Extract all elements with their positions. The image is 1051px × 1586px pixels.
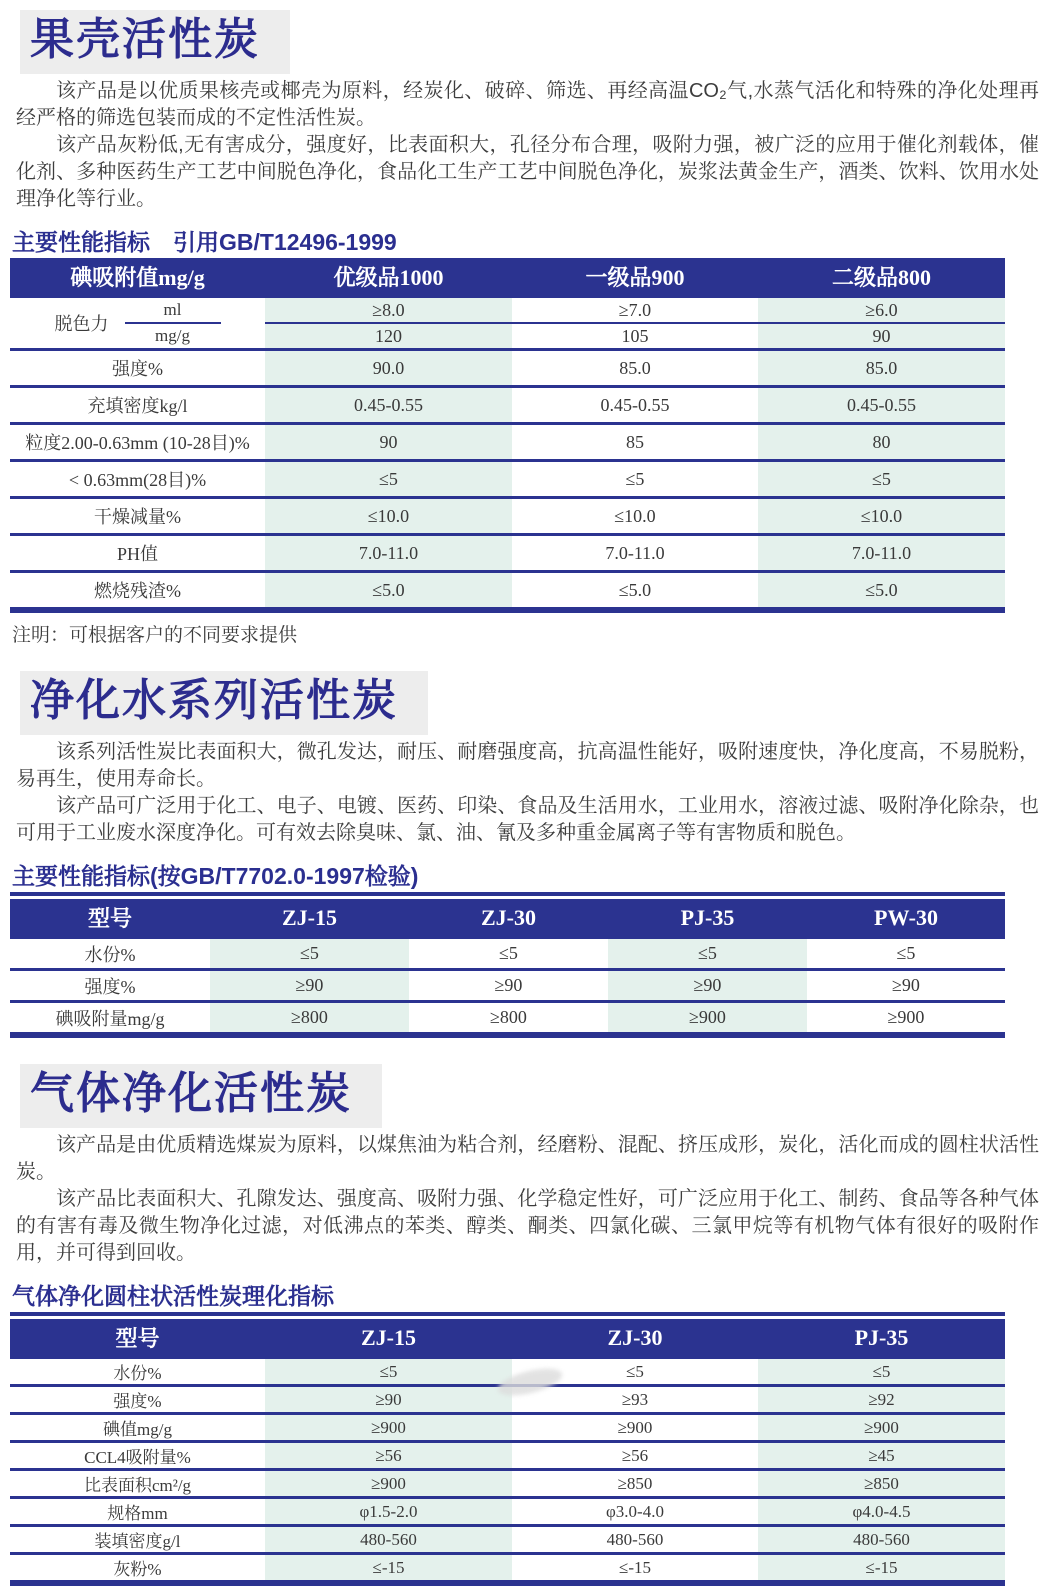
- table-cell: ≤10.0: [758, 498, 1005, 535]
- table-row: [10, 297, 1005, 324]
- table-cell: ≤-15: [265, 1554, 512, 1584]
- table-header-row: [10, 1319, 1005, 1358]
- column-header: 碘吸附值mg/g: [10, 258, 265, 297]
- row-label-split: [10, 297, 265, 350]
- table-heading: 主要性能指标 引用GB/T12496-1999: [12, 229, 397, 255]
- row-label: 比表面积cm²/g: [10, 1470, 265, 1498]
- table-cell: 80: [758, 424, 1005, 461]
- table-cell: 85.0: [758, 350, 1005, 387]
- table-top-rule: [10, 1312, 1005, 1316]
- section-shell-carbon: [0, 10, 1051, 647]
- table-cell: ≥800: [210, 1002, 409, 1036]
- row-label: 充填密度kg/l: [10, 387, 265, 424]
- section-title-plate: [20, 10, 290, 74]
- row-label: 碘值mg/g: [10, 1414, 265, 1442]
- table-cell: ≥56: [265, 1442, 512, 1470]
- column-header: 型号: [10, 899, 210, 938]
- table-header-row: [10, 899, 1005, 938]
- table-cell: ≥900: [265, 1414, 512, 1442]
- section-title-plate: [20, 1064, 382, 1128]
- row-label: CCL4吸附量%: [10, 1442, 265, 1470]
- column-header: ZJ-15: [265, 1319, 512, 1358]
- table-cell: ≥900: [807, 1002, 1005, 1036]
- paragraph: 该系列活性炭比表面积大，微孔发达，耐压、耐磨强度高，抗高温性能好，吸附速度快，净化度高，不易脱粉，易再生，使用寿命长。: [16, 741, 1039, 790]
- column-header: ZJ-30: [512, 1319, 758, 1358]
- table-row: [10, 1526, 1005, 1554]
- table-cell: ≤5: [265, 461, 512, 498]
- table-cell: ≤5.0: [758, 572, 1005, 611]
- table-top-rule: [10, 892, 1005, 896]
- column-header: 优级品1000: [265, 258, 512, 297]
- column-header: PJ-35: [608, 899, 807, 938]
- table-cell: ≥90: [409, 970, 608, 1002]
- table-cell: ≥90: [807, 970, 1005, 1002]
- table-cell: φ4.0-4.5: [758, 1498, 1005, 1526]
- table-cell: ≥900: [758, 1414, 1005, 1442]
- column-header: ZJ-30: [409, 899, 608, 938]
- table-cell: ≤5: [265, 1358, 512, 1386]
- paragraph: 该产品可广泛用于化工、电子、电镀、医药、印染、食品及生活用水，工业用水，溶液过滤、吸附净化除杂，也可用于工业废水深度净化。可有效去除臭味、氯、油、氰及多种重金属离子等有害物质和脱色。: [16, 795, 1039, 844]
- table-cell: 480-560: [758, 1526, 1005, 1554]
- row-label: 干燥减量%: [10, 498, 265, 535]
- table-cell: φ3.0-4.0: [512, 1498, 758, 1526]
- row-label: 燃烧残渣%: [10, 572, 265, 611]
- row-label: 脱色力: [54, 314, 109, 334]
- table-cell: ≤5: [512, 1358, 758, 1386]
- spec-table-shell-carbon: [10, 258, 1005, 613]
- section-title: 气体净化活性炭: [30, 1069, 352, 1118]
- table-row: [10, 1002, 1005, 1036]
- table-cell: ≥900: [265, 1470, 512, 1498]
- row-label: 粒度2.00-0.63mm (10-28目)%: [10, 424, 265, 461]
- table-note: 注明：可根据客户的不同要求提供: [12, 625, 298, 646]
- table-cell: ≥93: [512, 1386, 758, 1414]
- table-row: [10, 1554, 1005, 1584]
- table-cell: ≥56: [512, 1442, 758, 1470]
- row-label: PH值: [10, 535, 265, 572]
- table-cell: 120: [265, 323, 512, 350]
- table-cell: 85: [512, 424, 758, 461]
- table-cell: ≥8.0: [265, 297, 512, 324]
- table-cell: ≤5: [608, 938, 807, 970]
- row-label: 强度%: [10, 970, 210, 1002]
- paragraph: 该产品是以优质果核壳或椰壳为原料，经炭化、破碎、筛选、再经高温CO₂气,水蒸气活化和特殊的净化处理再经严格的筛选包装而成的不定性活性炭。: [16, 80, 1039, 129]
- table-cell: ≥6.0: [758, 297, 1005, 324]
- table-cell: ≤5.0: [265, 572, 512, 611]
- split-unit-labels: [125, 298, 221, 348]
- table-cell: 7.0-11.0: [512, 535, 758, 572]
- table-cell: ≥7.0: [512, 297, 758, 324]
- spec-table-gas-carbon: [10, 1319, 1005, 1586]
- table-cell: 105: [512, 323, 758, 350]
- table-cell: ≥45: [758, 1442, 1005, 1470]
- paragraph: 该产品是由优质精选煤炭为原料，以煤焦油为粘合剂，经磨粉、混配、挤压成形，炭化，活化而成的圆柱状活性炭。: [16, 1134, 1039, 1183]
- table-cell: ≤5.0: [512, 572, 758, 611]
- table-cell: 7.0-11.0: [265, 535, 512, 572]
- table-row: [10, 938, 1005, 970]
- table-row: [10, 535, 1005, 572]
- table-row: [10, 1414, 1005, 1442]
- table-cell: ≥850: [758, 1470, 1005, 1498]
- table-cell: ≤5: [512, 461, 758, 498]
- column-header: ZJ-15: [210, 899, 409, 938]
- table-row: [10, 572, 1005, 611]
- table-row: [10, 1498, 1005, 1526]
- table-row: [10, 498, 1005, 535]
- table-header-row: [10, 258, 1005, 297]
- section-water-carbon: [0, 671, 1051, 1038]
- table-cell: ≥90: [210, 970, 409, 1002]
- row-label: 装填密度g/l: [10, 1526, 265, 1554]
- table-cell: ≤10.0: [512, 498, 758, 535]
- table-cell: 480-560: [265, 1526, 512, 1554]
- paragraph: 该产品比表面积大、孔隙发达、强度高、吸附力强、化学稳定性好，可广泛应用于化工、制药、食品等各种气体的有害有毒及微生物净化过滤，对低沸点的苯类、醇类、酮类、四氯化碳、三氯甲烷等有机物气体有很好的吸附作用，并可得到回收。: [16, 1188, 1039, 1264]
- table-cell: ≥90: [608, 970, 807, 1002]
- table-cell: ≤5: [210, 938, 409, 970]
- row-label: < 0.63mm(28目)%: [10, 461, 265, 498]
- section-title: 果壳活性炭: [30, 15, 260, 64]
- section-gas-carbon: [0, 1064, 1051, 1586]
- table-cell: ≥92: [758, 1386, 1005, 1414]
- unit-label: ml: [125, 298, 221, 324]
- column-header: PW-30: [807, 899, 1005, 938]
- table-cell: 90: [265, 424, 512, 461]
- table-cell: ≥800: [409, 1002, 608, 1036]
- table-row: [10, 424, 1005, 461]
- table-cell: 90: [758, 323, 1005, 350]
- table-heading: 气体净化圆柱状活性炭理化指标: [12, 1283, 334, 1309]
- table-cell: ≥90: [265, 1386, 512, 1414]
- table-cell: 7.0-11.0: [758, 535, 1005, 572]
- row-label: 水份%: [10, 1358, 265, 1386]
- table-cell: ≤5: [758, 1358, 1005, 1386]
- table-cell: ≥900: [608, 1002, 807, 1036]
- table-cell: 90.0: [265, 350, 512, 387]
- table-cell: ≥900: [512, 1414, 758, 1442]
- table-cell: φ1.5-2.0: [265, 1498, 512, 1526]
- table-row: [10, 387, 1005, 424]
- table-row: [10, 461, 1005, 498]
- row-label: 碘吸附量mg/g: [10, 1002, 210, 1036]
- table-cell: ≤5: [758, 461, 1005, 498]
- row-label: 水份%: [10, 938, 210, 970]
- column-header: 一级品900: [512, 258, 758, 297]
- table-row: [10, 350, 1005, 387]
- paragraph: 该产品灰粉低,无有害成分，强度好，比表面积大，孔径分布合理，吸附力强，被广泛的应用于催化剂载体，催化剂、多种医药生产工艺中间脱色净化，食品化工生产工艺中间脱色净化，炭浆法黄金生产，酒类、饮料、饮用水处理净化等行业。: [16, 134, 1039, 210]
- row-label: 强度%: [10, 350, 265, 387]
- column-header: 型号: [10, 1319, 265, 1358]
- table-cell: 85.0: [512, 350, 758, 387]
- table-cell: ≥850: [512, 1470, 758, 1498]
- section-title: 净化水系列活性炭: [30, 676, 398, 725]
- table-cell: 480-560: [512, 1526, 758, 1554]
- unit-label: mg/g: [155, 326, 190, 345]
- table-row: [10, 970, 1005, 1002]
- table-heading: 主要性能指标(按GB/T7702.0-1997检验): [12, 863, 419, 889]
- row-label: 强度%: [10, 1386, 265, 1414]
- table-cell: ≤5: [807, 938, 1005, 970]
- table-cell: ≤-15: [758, 1554, 1005, 1584]
- table-cell: ≤5: [409, 938, 608, 970]
- section-title-plate: [20, 671, 428, 735]
- row-label: 规格mm: [10, 1498, 265, 1526]
- table-cell: 0.45-0.55: [758, 387, 1005, 424]
- table-row: [10, 1442, 1005, 1470]
- table-cell: 0.45-0.55: [512, 387, 758, 424]
- table-cell: ≤-15: [512, 1554, 758, 1584]
- table-cell: ≤10.0: [265, 498, 512, 535]
- spec-table-water-carbon: [10, 899, 1005, 1038]
- table-row: [10, 1470, 1005, 1498]
- column-header: PJ-35: [758, 1319, 1005, 1358]
- column-header: 二级品800: [758, 258, 1005, 297]
- row-label: 灰粉%: [10, 1554, 265, 1584]
- table-cell: 0.45-0.55: [265, 387, 512, 424]
